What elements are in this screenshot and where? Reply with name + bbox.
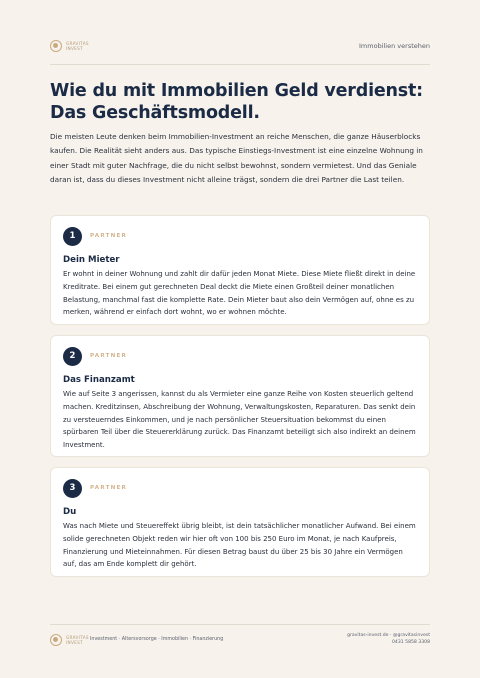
card-number-badge: 3	[63, 479, 82, 498]
brand-name-line2: INVEST	[66, 46, 83, 51]
brand-logo	[50, 40, 89, 52]
footer-contact-phone[interactable]: 0431 5858 3308	[392, 640, 430, 645]
card-tag: PARTNER	[90, 233, 127, 239]
card-number-badge: 2	[63, 347, 82, 366]
page-footer	[50, 624, 430, 655]
partner-card-tenant	[50, 215, 430, 325]
logo-icon	[50, 634, 62, 646]
card-title: Du	[63, 507, 77, 517]
card-tag: PARTNER	[90, 353, 127, 359]
card-tag: PARTNER	[90, 485, 127, 491]
brand-name	[66, 41, 89, 51]
brand-name-line1: GRAVITAS	[66, 41, 89, 46]
section-label: Immobilien verstehen	[359, 42, 430, 50]
partner-card-tax-office	[50, 335, 430, 457]
intro-paragraph: Die meisten Leute denken beim Immobilien-Investment an reiche Menschen, die ganze Häuserblocks kaufen. Die Realität sieht anders aus. Das typische Einstiegs-Investment ist eine einzelne Wohnung in einer Stadt mit guter Nachfrage, die du nicht selbst bewohnst, sondern vermietest. Und das Geniale daran ist, dass du dieses Investment nicht alleine trägst, sondern die drei Partner die Last teilen.	[50, 132, 423, 184]
card-title: Dein Mieter	[63, 255, 120, 265]
footer-brand-line2: INVEST	[66, 640, 83, 645]
page-title: Wie du mit Immobilien Geld verdienst: Das Geschäftsmodell.	[50, 81, 423, 123]
footer-contact	[347, 632, 430, 646]
footer-contact-web[interactable]: gravitas-invest.de · @gravitasinvest	[347, 633, 430, 638]
card-text: Wie auf Seite 3 angerissen, kannst du als Vermieter eine ganze Reihe von Kosten steuerlich geltend machen. Kreditzinsen, Abschreibung der Wohnung, Verwaltungskosten, Reparaturen. Das senkt dein zu versteuerndes Einkommen, und je nach persönlicher Steuersituation bekommst du einen spürbaren Teil über die Steuererklärung zurück. Das Finanzamt beteiligt sich also indirekt an deinem Investment.	[63, 390, 416, 450]
partner-card-you	[50, 467, 430, 577]
card-number-badge: 1	[63, 227, 82, 246]
page-header	[50, 38, 430, 65]
logo-icon	[50, 40, 62, 52]
card-title: Das Finanzamt	[63, 375, 135, 385]
footer-tagline: Investment · Altersvorsorge · Immobilien · Finanzierung	[90, 637, 224, 642]
footer-brand-line1: GRAVITAS	[66, 635, 89, 640]
footer-logo	[50, 634, 89, 646]
footer-brand-name	[66, 635, 89, 645]
card-text: Er wohnt in deiner Wohnung und zahlt dir dafür jeden Monat Miete. Diese Miete fließt direkt in deine Kreditrate. Bei einem gut gerechneten Deal deckt die Miete einen Großteil deiner monatlichen Belastung, manchmal fast die komplette Rate. Dein Mieter baut also dein Vermögen auf, ohne es zu merken, während er einfach dort wohnt, wo er wohnen möchte.	[63, 270, 416, 317]
card-text: Was nach Miete und Steuereffekt übrig bleibt, ist dein tatsächlicher monatlicher Aufwand. Bei einem solide gerechneten Objekt reden wir hier oft von 100 bis 250 Euro im Monat, je nach Kaufpreis, Finanzierung und Mieteinnahmen. Für diesen Betrag baust du über 25 bis 30 Jahre ein Vermögen auf, das am Ende komplett dir gehört.	[63, 522, 416, 569]
